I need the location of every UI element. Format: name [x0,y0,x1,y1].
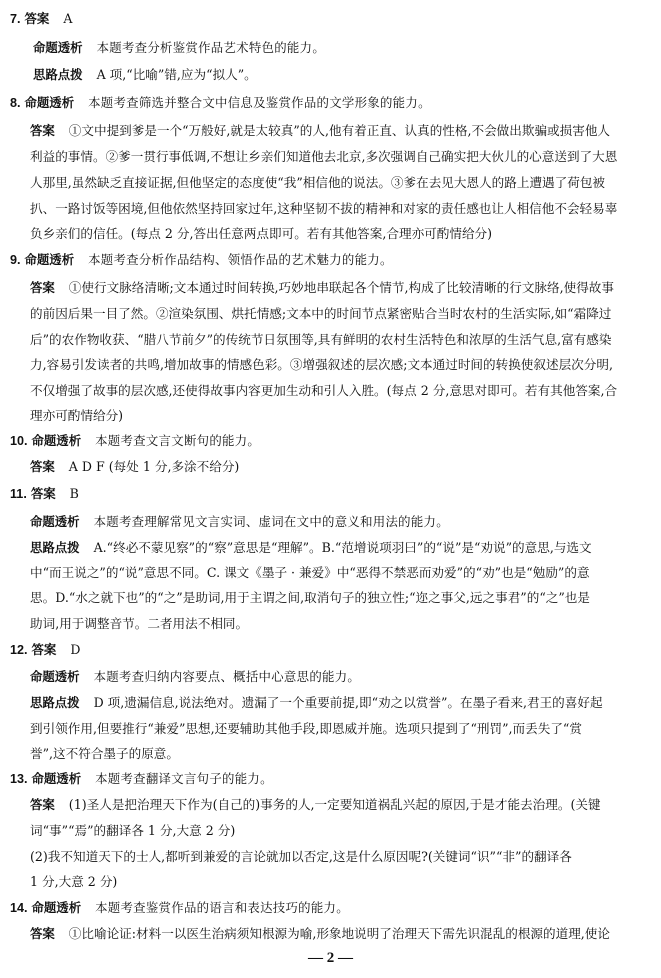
answer-label: 答案 [30,123,55,138]
q7-hint: A 项,“比喻”错,应为“拟人”。 [96,67,257,82]
question-number: 9. [10,253,21,267]
question-number: 8. [10,96,21,110]
answer-label: 答案 [30,797,55,812]
q7-analysis: 本题考查分析鉴赏作品艺术特色的能力。 [96,40,326,55]
answer-label: 答案 [30,486,56,501]
analysis-label: 命题透析 [30,669,80,684]
question-number: 10. [10,434,28,448]
q13-answer-text: (1)圣人是把治理天下作为(自己的)事务的人,一定要知道祸乱兴起的原因,于是才能去治理。(关键 [68,797,601,812]
q14-answer-line [30,926,661,942]
q12-answer: D [70,642,81,657]
q10-answer-line [30,459,661,475]
q12-hint-text: D 项,遗漏信息,说法绝对。遗漏了一个重要前提,即“劝之以赏誉”。在墨子看来,君王的喜好起 [93,695,603,710]
analysis-label: 命题透析 [33,40,83,55]
q9-answer-text: 理亦可酌情给分) [30,408,124,423]
q11-hint-line [30,540,661,556]
q9-analysis: 本题考查分析作品结构、领悟作品的艺术魅力的能力。 [88,252,393,267]
q12-hint-line [30,695,661,711]
answer-label: 答案 [31,642,57,657]
q8-answer-text: 利益的事情。②爹一贯行事低调,不想让乡亲们知道他去北京,多次强调自己确实把大伙儿的心意送到了大恩 [30,149,618,164]
answer-label: 答案 [30,926,55,941]
answer-label: 答案 [24,11,50,26]
q13-analysis: 本题考查翻译文言句子的能力。 [95,771,273,786]
analysis-label: 命题透析 [24,252,75,267]
q10-answer: A D F (每处 1 分,多涂不给分) [68,459,240,474]
q8-answer-text: 人那里,虽然缺乏直接证据,但他坚定的态度使“我”相信他的说法。③爹在去见大恩人的路上遭遇了荷包被 [30,175,606,190]
q13-answer-text: (2)我不知道天下的士人,都听到兼爱的言论就加以否定,这是什么原因呢?(关键词“识”“非”的翻译各 [30,849,572,864]
q7-hint-line [33,67,654,83]
q11-hint-text: 中“而王说之”的“说”意思不同。C. 课文《墨子 · 兼爱》中“恶得不禁恶而劝爱”的“劝”也是“勉励”的意 [30,565,590,580]
answer-label: 答案 [30,459,55,474]
q11-hint-text: 思。D.“水之就下也”的“之”是助词,用于主谓之间,取消句子的独立性;“迩之事父,远之事君”的“之”也是 [30,590,590,605]
question-number: 12. [10,643,28,657]
q14-analysis-line [10,900,654,916]
q14-analysis: 本题考查鉴赏作品的语言和表达技巧的能力。 [95,900,349,915]
analysis-label: 命题透析 [31,900,82,915]
hint-label: 思路点拨 [30,540,80,555]
q12-analysis: 本题考查归纳内容要点、概括中心意思的能力。 [93,669,361,684]
q9-answer-line [30,280,661,296]
analysis-label: 命题透析 [30,514,80,529]
analysis-label: 命题透析 [31,771,82,786]
q13-answer-line [30,797,661,813]
q13-analysis-line [10,771,654,787]
question-number: 14. [10,901,28,915]
q10-analysis-line [10,433,654,449]
answer-label: 答案 [30,280,55,295]
q11-analysis-line [30,514,661,530]
q9-answer-text: ①使行文脉络清晰;文本通过时间转换,巧妙地串联起各个情节,构成了比较清晰的行文脉络,使得故事 [68,280,614,295]
question-number: 13. [10,772,28,786]
page-number: — 2 — [308,950,353,966]
analysis-label: 命题透析 [31,433,82,448]
hint-label: 思路点拨 [30,695,80,710]
q12-hint-text: 誉”,这不符合墨子的原意。 [30,746,179,761]
question-number: 7. [10,12,21,26]
q9-answer-text: 后”的农作物收获、“腊八节前夕”的传统节日氛围等,具有鲜明的农村生活特色和浓厚的生活气息,富有感染 [30,332,612,347]
q14-answer-text: ①比喻论证:材料一以医生治病须知根源为喻,形象地说明了治理天下需先识混乱的根源的道理,使论 [68,926,610,941]
q8-answer-text: ①文中提到爹是一个“万般好,就是太较真”的人,他有着正直、认真的性格,不会做出欺骗或损害他人 [68,123,611,138]
q12-hint-text: 到引领作用,但要推行“兼爱”思想,还要辅助其他手段,即恩威并施。选项只提到了“刑罚”,而丢失了“赏 [30,721,582,736]
q12-analysis-line [30,669,661,685]
q12-answer-line [10,642,654,658]
q13-answer-text: 1 分,大意 2 分) [30,874,118,889]
q9-answer-text: 力,容易引发读者的共鸣,增加故事的情感色彩。③增强叙述的层次感;文本通过时间的转换使叙述层次分明, [30,357,613,372]
q7-answer-line [10,11,654,27]
q9-analysis-line [10,252,654,268]
q7-answer: A [63,11,73,26]
q10-analysis: 本题考查文言文断句的能力。 [95,433,261,448]
q8-analysis-line [10,95,654,111]
q11-hint-text: 助词,用于调整音节。二者用法不相同。 [30,616,249,631]
q11-answer-line [10,486,654,502]
q13-answer-text: 词“事”“焉”的翻译各 1 分,大意 2 分) [30,823,236,838]
q11-hint-text: A.“终必不蒙见察”的“察”意思是“理解”。B.“范增说项羽曰”的“说”是“劝说”的意思,与选文 [93,540,592,555]
q11-analysis: 本题考查理解常见文言实词、虚词在文中的意义和用法的能力。 [93,514,449,529]
q8-analysis: 本题考查筛选并整合文中信息及鉴赏作品的文学形象的能力。 [88,95,431,110]
analysis-label: 命题透析 [24,95,75,110]
q8-answer-line [30,123,651,139]
hint-label: 思路点拨 [33,67,83,82]
q11-answer: B [69,486,79,501]
q9-answer-text: 的前因后果一目了然。②渲染氛围、烘托情感;文本中的时间节点紧密贴合当时农村的生活实际,如“霜降过 [30,306,612,321]
q7-analysis-line [33,40,654,56]
q8-answer-text: 扒、一路讨饭等困境,但他依然坚持回家过年,这种坚韧不拔的精神和对家的责任感也让人相信他不会轻易辜 [30,201,618,216]
q9-answer-text: 不仅增强了故事的层次感,还使得故事内容更加生动和引人入胜。(每点 2 分,意思对即可。若有其他答案,合 [30,383,618,398]
q8-answer-text: 负乡亲们的信任。(每点 2 分,答出任意两点即可。若有其他答案,合理亦可酌情给分) [30,226,493,241]
question-number: 11. [10,487,27,501]
